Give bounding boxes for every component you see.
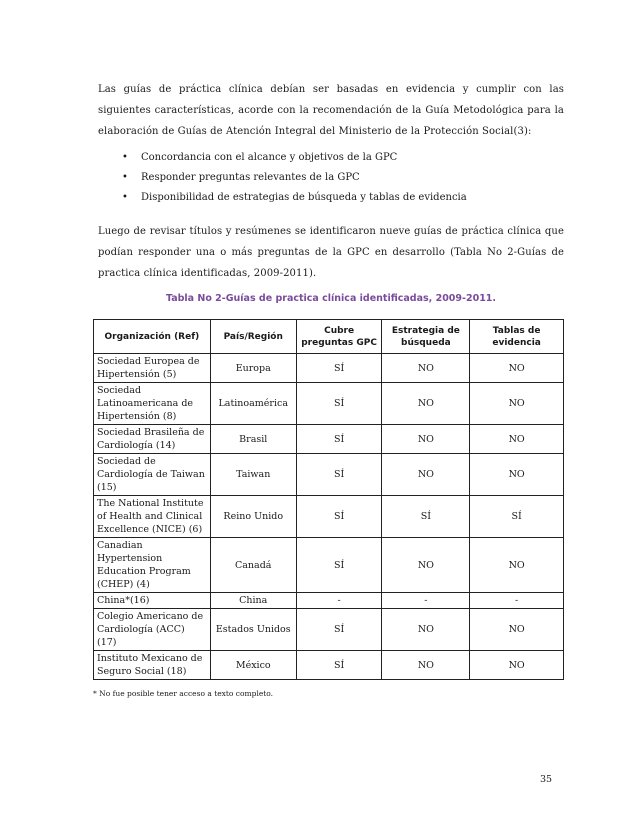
- cell-pais: Reino Unido: [210, 496, 296, 538]
- table-row: [94, 593, 564, 609]
- cell-pais: México: [210, 651, 296, 680]
- cell-organizacion: Sociedad Brasileña de Cardiología (14): [94, 425, 211, 454]
- cell-estrategia: NO: [382, 609, 470, 651]
- cell-estrategia: NO: [382, 651, 470, 680]
- cell-estrategia: NO: [382, 454, 470, 496]
- cell-tablas: -: [470, 593, 564, 609]
- list-item: [98, 188, 564, 208]
- header-pais: País/Región: [210, 320, 296, 354]
- cell-estrategia: -: [382, 593, 470, 609]
- cell-cubre: SÍ: [296, 609, 382, 651]
- cell-pais: Canadá: [210, 538, 296, 593]
- cell-cubre: SÍ: [296, 538, 382, 593]
- table-row: [94, 354, 564, 383]
- header-organizacion: Organización (Ref): [94, 320, 211, 354]
- table-row: [94, 383, 564, 425]
- list-item: [98, 168, 564, 188]
- cell-tablas: NO: [470, 454, 564, 496]
- table-footnote: * No fue posible tener acceso a texto completo.: [93, 689, 274, 698]
- criteria-list: [98, 148, 564, 208]
- cell-pais: Europa: [210, 354, 296, 383]
- cell-organizacion: China*(16): [94, 593, 211, 609]
- table-row: [94, 538, 564, 593]
- cell-organizacion: The National Institute of Health and Clinical Excellence (NICE) (6): [94, 496, 211, 538]
- cell-organizacion: Colegio Americano de Cardiología (ACC) (17): [94, 609, 211, 651]
- cell-pais: Estados Unidos: [210, 609, 296, 651]
- cell-cubre: SÍ: [296, 354, 382, 383]
- list-item-text: Disponibilidad de estrategias de búsqueda y tablas de evidencia: [141, 192, 467, 203]
- cell-tablas: NO: [470, 383, 564, 425]
- cell-pais: China: [210, 593, 296, 609]
- cell-estrategia: NO: [382, 538, 470, 593]
- header-cubre: Cubre preguntas GPC: [296, 320, 382, 354]
- cell-organizacion: Sociedad Latinoamericana de Hipertensión (8): [94, 383, 211, 425]
- table-row: [94, 651, 564, 680]
- cell-cubre: SÍ: [296, 425, 382, 454]
- cell-cubre: SÍ: [296, 496, 382, 538]
- cell-pais: Taiwan: [210, 454, 296, 496]
- header-estrategia: Estrategia de búsqueda: [382, 320, 470, 354]
- table-header-row: [94, 320, 564, 354]
- guidelines-table: [93, 319, 564, 680]
- cell-organizacion: Sociedad Europea de Hipertensión (5): [94, 354, 211, 383]
- cell-organizacion: Instituto Mexicano de Seguro Social (18): [94, 651, 211, 680]
- table-row: [94, 609, 564, 651]
- cell-tablas: NO: [470, 651, 564, 680]
- cell-estrategia: SÍ: [382, 496, 470, 538]
- cell-pais: Brasil: [210, 425, 296, 454]
- cell-tablas: NO: [470, 609, 564, 651]
- cell-tablas: SÍ: [470, 496, 564, 538]
- bullet-icon: •: [122, 192, 128, 203]
- cell-cubre: SÍ: [296, 383, 382, 425]
- list-item: [98, 148, 564, 168]
- cell-cubre: SÍ: [296, 454, 382, 496]
- page-number: 35: [540, 774, 553, 785]
- cell-cubre: -: [296, 593, 382, 609]
- table-row: [94, 454, 564, 496]
- list-item-text: Responder preguntas relevantes de la GPC: [141, 172, 360, 183]
- header-tablas: Tablas de evidencia: [470, 320, 564, 354]
- cell-tablas: NO: [470, 354, 564, 383]
- intro-paragraph: Las guías de práctica clínica debían ser basadas en evidencia y cumplir con las siguientes características, acorde con la recomendación de la Guía Metodológica para la elaboración de Guías de Atención Integral del Ministerio de la Protección Social(3):: [98, 84, 564, 137]
- cell-cubre: SÍ: [296, 651, 382, 680]
- table-row: [94, 425, 564, 454]
- cell-estrategia: NO: [382, 354, 470, 383]
- list-item-text: Concordancia con el alcance y objetivos de la GPC: [141, 152, 398, 163]
- bullet-icon: •: [122, 172, 128, 183]
- cell-tablas: NO: [470, 538, 564, 593]
- cell-pais: Latinoamérica: [210, 383, 296, 425]
- cell-organizacion: Sociedad de Cardiología de Taiwan (15): [94, 454, 211, 496]
- review-paragraph: Luego de revisar títulos y resúmenes se identificaron nueve guías de práctica clínica que podían responder una o más preguntas de la GPC en desarrollo (Tabla No 2-Guías de practica clínica identificadas, 2009-2011).: [98, 226, 564, 279]
- table-caption: Tabla No 2-Guías de practica clínica identificadas, 2009-2011.: [165, 293, 497, 304]
- cell-estrategia: NO: [382, 383, 470, 425]
- cell-estrategia: NO: [382, 425, 470, 454]
- bullet-icon: •: [122, 152, 128, 163]
- cell-organizacion: Canadian Hypertension Education Program (CHEP) (4): [94, 538, 211, 593]
- cell-tablas: NO: [470, 425, 564, 454]
- table-row: [94, 496, 564, 538]
